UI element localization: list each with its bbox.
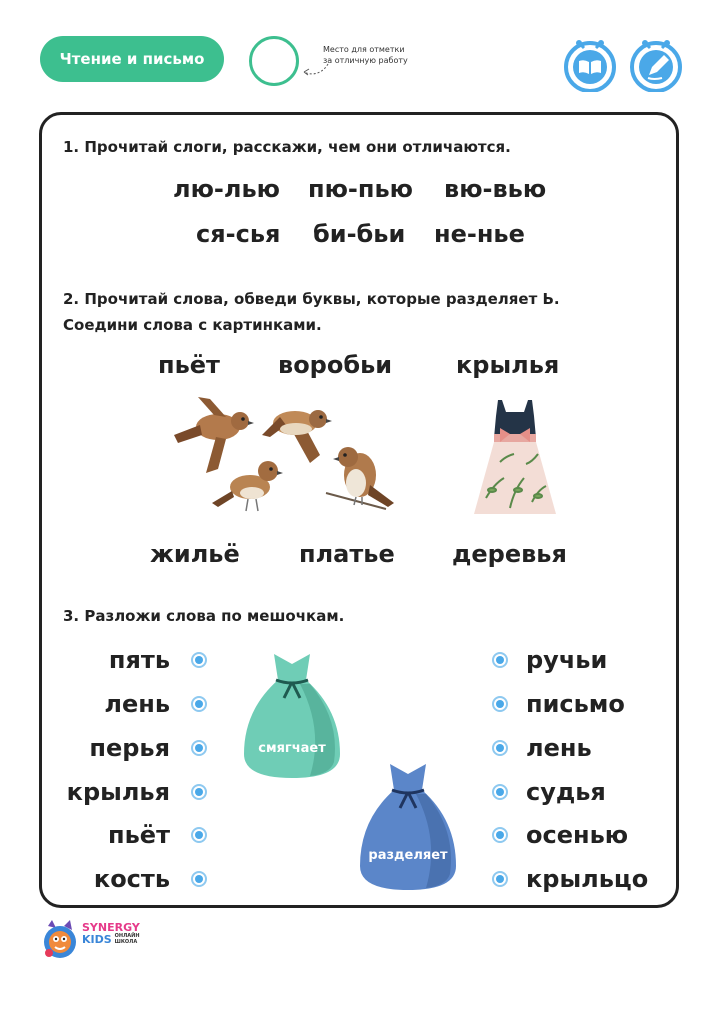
match-word[interactable]: крылья xyxy=(456,351,560,379)
sparrows-picture[interactable] xyxy=(170,395,400,515)
bag-icon[interactable] xyxy=(240,650,344,780)
sort-word: перья xyxy=(89,734,170,762)
connect-dot[interactable] xyxy=(492,827,508,843)
match-word[interactable]: воробьи xyxy=(278,351,393,379)
sort-word: лень xyxy=(526,734,592,762)
subject-badge: Чтение и письмо xyxy=(40,36,224,82)
sort-word: крыльцо xyxy=(526,865,649,893)
dress-picture[interactable] xyxy=(470,398,560,518)
bag-icon[interactable] xyxy=(356,760,460,892)
syllable-pair: ся-сья xyxy=(196,220,281,248)
connect-dot[interactable] xyxy=(191,652,207,668)
syllable-pair: не-нье xyxy=(434,220,525,248)
mascot-logo-icon xyxy=(40,918,80,960)
match-word[interactable]: деревья xyxy=(452,540,567,568)
sort-word: судья xyxy=(526,778,606,806)
connect-dot[interactable] xyxy=(492,652,508,668)
bag-label: смягчает xyxy=(258,741,326,756)
sort-word: кость xyxy=(93,865,170,893)
sort-word: осенью xyxy=(526,821,629,849)
sort-word: крылья xyxy=(66,778,170,806)
book-icon xyxy=(563,38,617,92)
task2-instruction: 2. Прочитай слова, обведи буквы, которые разделяет Ь. Соедини слова с картинками. xyxy=(63,290,560,334)
connect-dot[interactable] xyxy=(191,740,207,756)
match-word[interactable]: пьёт xyxy=(158,351,220,379)
sort-word: пять xyxy=(108,646,170,674)
sort-word: лень xyxy=(104,690,170,718)
sort-word: ручьи xyxy=(526,646,608,674)
task3-instruction: 3. Разложи слова по мешочкам. xyxy=(63,607,345,625)
sort-word: письмо xyxy=(526,690,625,718)
connect-dot[interactable] xyxy=(191,784,207,800)
syllable-pair: пю-пью xyxy=(308,175,413,203)
match-word[interactable]: жильё xyxy=(150,540,240,568)
task1-instruction: 1. Прочитай слоги, расскажи, чем они отличаются. xyxy=(63,138,511,156)
syllable-pair: лю-лью xyxy=(173,175,280,203)
connect-dot[interactable] xyxy=(492,740,508,756)
brand-logo: SYNERGY KIDS ОНЛАЙН ШКОЛА xyxy=(82,921,140,946)
connect-dot[interactable] xyxy=(492,784,508,800)
pencil-icon xyxy=(629,38,683,92)
bag-label: разделяет xyxy=(368,848,448,863)
match-word[interactable]: платье xyxy=(299,540,395,568)
connect-dot[interactable] xyxy=(492,696,508,712)
connect-dot[interactable] xyxy=(191,696,207,712)
connect-dot[interactable] xyxy=(191,827,207,843)
grade-mark-circle[interactable] xyxy=(249,36,299,86)
sort-word: пьёт xyxy=(108,821,170,849)
syllable-pair: вю-вью xyxy=(444,175,547,203)
syllable-pair: би-бьи xyxy=(313,220,406,248)
connect-dot[interactable] xyxy=(191,871,207,887)
grade-mark-note: Место для отметки за отличную работу xyxy=(323,45,408,65)
connect-dot[interactable] xyxy=(492,871,508,887)
